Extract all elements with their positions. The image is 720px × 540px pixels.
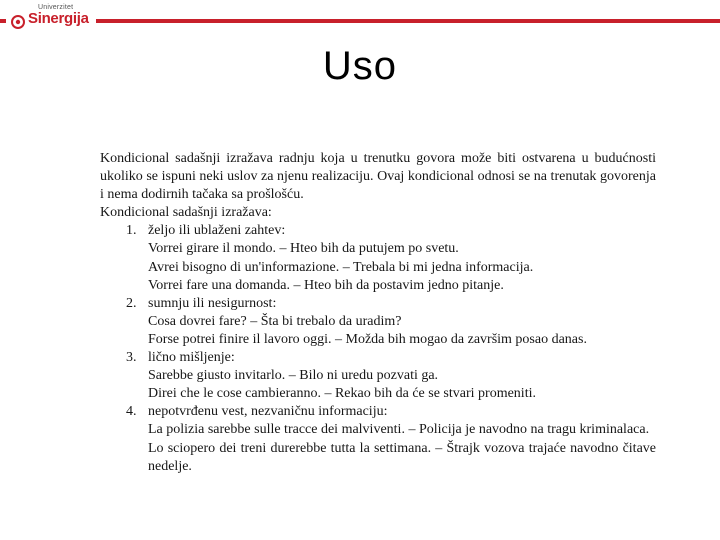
example-line: Vorrei girare il mondo. – Hteo bih da putujem po svetu.: [148, 241, 459, 257]
example-line: Cosa dovrei fare? – Šta bi trebalo da uradim?: [148, 313, 402, 329]
example-line: Forse potrei finire il lavoro oggi. – Možda bih mogao da završim posao danas.: [148, 331, 587, 347]
item-number: 4.: [126, 404, 137, 420]
item-number: 1.: [126, 223, 137, 239]
logo-mark-icon: [11, 15, 25, 29]
example-line: Direi che le cose cambieranno. – Rekao bih da će se stvari promeniti.: [148, 386, 536, 402]
university-logo: [8, 4, 94, 32]
intro-paragraph: Kondicional sadašnji izražava radnju koja u trenutku govora može biti ostvarena u budućnosti ukoliko se ispuni neki uslov za njenu realizaciju. Ovaj kondicional odnosi se na trenutak govorenja i nema dodirnih tačaka sa prošlošću.: [100, 151, 656, 203]
slide-title: Uso: [322, 44, 398, 88]
example-line: Avrei bisogno di un'informazione. – Trebala bi mi jedna informacija.: [148, 259, 534, 275]
lead-line: Kondicional sadašnji izražava:: [100, 205, 272, 221]
item-number: 3.: [126, 350, 137, 366]
list-item: [100, 222, 656, 294]
logo-name: Sinergija: [28, 10, 89, 27]
header-rule-left: [0, 19, 6, 23]
item-heading: lično mišljenje:: [148, 350, 235, 366]
header-rule: [96, 19, 720, 23]
item-heading: željo ili ublaženi zahtev:: [148, 223, 286, 239]
item-heading: sumnju ili nesigurnost:: [148, 295, 277, 311]
example-line: La polizia sarebbe sulle tracce dei malviventi. – Policija je navodno na tragu kriminalaca.: [148, 422, 650, 438]
document-body: [100, 150, 656, 476]
example-line: Lo sciopero dei treni durerebbe tutta la settimana. – Štrajk vozova trajaće navodno čitave nedelje.: [148, 440, 656, 474]
item-heading: nepotvrđenu vest, nezvaničnu informaciju:: [148, 404, 388, 420]
list-item: [100, 295, 656, 349]
list-item: [100, 403, 656, 475]
list-item: [100, 349, 656, 403]
example-line: Vorrei fare una domanda. – Hteo bih da postavim jedno pitanje.: [148, 277, 504, 293]
example-line: Sarebbe giusto invitarlo. – Bilo ni uredu pozvati ga.: [148, 368, 439, 384]
item-number: 2.: [126, 295, 137, 311]
logo-small-text: Univerzitet: [38, 4, 74, 11]
